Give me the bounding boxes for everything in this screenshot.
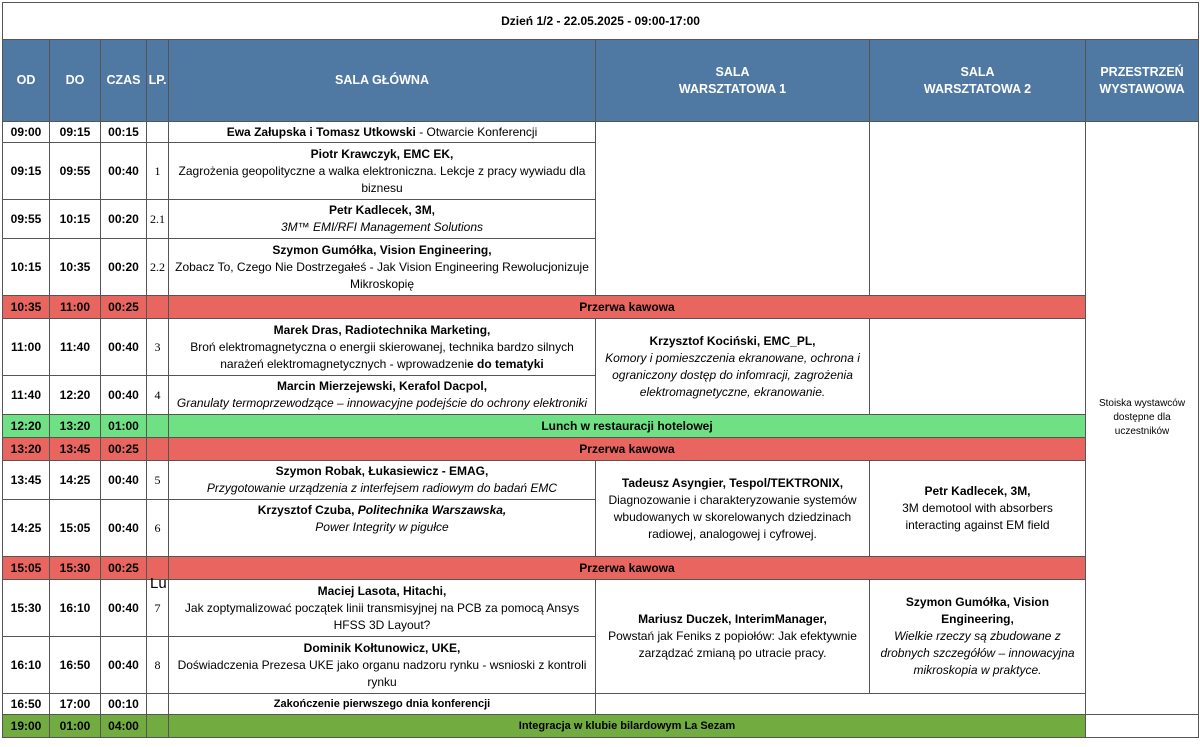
- speaker: Petr Kadlecek, 3M,: [328, 203, 436, 217]
- end-time: 01:00: [50, 715, 101, 738]
- table-row: [3, 319, 1199, 376]
- speaker: Szymon Robak, Łukasiewicz - EMAG,: [275, 464, 489, 478]
- duration: 00:40: [101, 500, 147, 557]
- workshop-1-session: [596, 319, 870, 415]
- table-row: [3, 694, 1199, 715]
- break-label: Przerwa kawowa: [169, 438, 1086, 461]
- session-cell: [169, 461, 596, 500]
- session-topic: Zagrożenia geopolityczne a walka elektroniczna. Lekcje z pracy wywiadu dla biznesu: [178, 163, 586, 195]
- start-time: 10:15: [3, 239, 50, 296]
- col-header-workshop-1: SALA WARSZTATOWA 1: [596, 40, 870, 122]
- duration: 00:40: [101, 637, 147, 694]
- end-time: 17:00: [50, 694, 101, 715]
- start-time: 09:55: [3, 200, 50, 239]
- evening-row: [3, 715, 1199, 738]
- closing-label: Zakończenie pierwszego dnia konferencji: [169, 694, 596, 715]
- lp-number: [147, 694, 169, 715]
- session-cell: [169, 239, 596, 296]
- schedule-table: [2, 2, 1199, 738]
- col-header-do: DO: [50, 40, 101, 122]
- lunch-row: [3, 415, 1199, 438]
- session-cell: [169, 122, 596, 143]
- duration: 00:10: [101, 694, 147, 715]
- lp-number: 4: [147, 376, 169, 415]
- session-cell: [169, 376, 596, 415]
- duration: 00:40: [101, 376, 147, 415]
- duration: 00:25: [101, 296, 147, 319]
- speaker: Petr Kadlecek, 3M,: [924, 484, 1031, 498]
- lp-number: [147, 438, 169, 461]
- session-topic: Doświadczenia Prezesa UKE jako organu nadzoru rynku - wsnioski z kontroli rynku: [177, 657, 587, 689]
- break-label: Przerwa kawowa: [169, 296, 1086, 319]
- start-time: 10:35: [3, 296, 50, 319]
- session-cell: [169, 637, 596, 694]
- session-topic: Komory i pomieszczenia ekranowane, ochrona i ograniczony dostęp do infomracji, zagrożenia elektromagnetyczne, ekranowanie.: [605, 350, 860, 399]
- col-header-lp: LP.: [147, 40, 169, 122]
- table-row: [3, 461, 1199, 500]
- col-header-main-hall: SALA GŁÓWNA: [169, 40, 596, 122]
- end-time: 09:55: [50, 143, 101, 200]
- workshop-2-empty: [870, 319, 1086, 415]
- session-topic: Jak zoptymalizować początek linii transmisyjnej na PCB za pomocą Ansys HFSS 3D Layout?: [184, 600, 580, 632]
- session-topic: 3M demotool with absorbers interacting against EM field: [902, 501, 1053, 532]
- page-title: Dzień 1/2 - 22.05.2025 - 09:00-17:00: [3, 3, 1199, 40]
- start-time: 14:25: [3, 500, 50, 557]
- lp-number: 2.1: [147, 200, 169, 239]
- speaker: Ewa Załupska i Tomasz Utkowski: [226, 124, 416, 139]
- session-topic: Power Integrity w pigułce: [315, 520, 449, 534]
- duration: 00:20: [101, 239, 147, 296]
- end-time: 15:30: [50, 557, 101, 580]
- duration: 01:00: [101, 415, 147, 438]
- session-cell: [169, 200, 596, 239]
- end-time: 09:15: [50, 122, 101, 143]
- end-time: 15:05: [50, 500, 101, 557]
- end-time: 11:40: [50, 319, 101, 376]
- col-header-od: OD: [3, 40, 50, 122]
- end-time: 10:35: [50, 239, 101, 296]
- workshop-2-empty: [870, 122, 1086, 296]
- session-topic: Wielkie rzeczy są zbudowane z drobnych szczegółów – innowacyjna mikroskopia w praktyce.: [880, 629, 1075, 677]
- session-topic: Broń elektromagnetyczna o energii skierowanej, technika bardzo silnych narażeń elektromagnetycznych - wprowadzenie do tematyki: [190, 339, 574, 371]
- end-time: 16:10: [50, 580, 101, 637]
- col-header-workshop-2: SALA WARSZTATOWA 2: [870, 40, 1086, 122]
- break-label: Przerwa kawowa: [169, 557, 1086, 580]
- session-topic: - Otwarcie Konferencji: [415, 124, 538, 139]
- end-time: 14:25: [50, 461, 101, 500]
- start-time: 12:20: [3, 415, 50, 438]
- col-header-exhibition: PRZESTRZEŃ WYSTAWOWA: [1086, 40, 1199, 122]
- break-row: [3, 438, 1199, 461]
- session-topic: Powstań jak Feniks z popiołów: Jak efektywnie zarządzać zmianą po utracie pracy.: [608, 629, 857, 660]
- start-time: 11:40: [3, 376, 50, 415]
- duration: 04:00: [101, 715, 147, 738]
- duration: 00:25: [101, 557, 147, 580]
- lp-number: 3: [147, 319, 169, 376]
- end-time: 10:15: [50, 200, 101, 239]
- speaker: Dominik Kołtunowicz, UKE,: [303, 640, 461, 655]
- duration: 00:20: [101, 200, 147, 239]
- start-time: 13:20: [3, 438, 50, 461]
- lunch-label: Lunch w restauracji hotelowej: [169, 415, 1086, 438]
- break-row: [3, 296, 1199, 319]
- lp-number: [147, 715, 169, 738]
- workshops-empty: [596, 694, 1086, 715]
- session-topic: 3M™ EMI/RFI Management Solutions: [280, 220, 484, 234]
- table-row: [3, 580, 1199, 637]
- speaker: Marcin Mierzejewski, Kerafol Dacpol,: [276, 379, 488, 393]
- start-time: 13:45: [3, 461, 50, 500]
- evening-label: Integracja w klubie bilardowym La Sezam: [169, 715, 1086, 738]
- text-fragment: Lu: [150, 575, 167, 592]
- speaker: Krzysztof Kociński, EMC_PL,: [649, 333, 816, 348]
- end-time: 12:20: [50, 376, 101, 415]
- duration: 00:15: [101, 122, 147, 143]
- lp-number: [147, 415, 169, 438]
- duration: 00:40: [101, 319, 147, 376]
- session-cell: [169, 319, 596, 376]
- workshop-2-session: [870, 461, 1086, 557]
- workshop-1-session: [596, 580, 870, 694]
- lp-number: Lu 7: [147, 580, 169, 637]
- speaker: Mariusz Duczek, InterimManager,: [638, 612, 827, 626]
- start-time: 11:00: [3, 319, 50, 376]
- speaker: Szymon Gumółka, Vision Engineering,: [905, 595, 1050, 626]
- session-cell: [169, 580, 596, 637]
- speaker: Piotr Krawczyk, EMC EK,: [310, 146, 454, 161]
- lp-number: [147, 122, 169, 143]
- speaker: Krzysztof Czuba, Politechnika Warszawska,: [257, 503, 507, 517]
- lp-number: 5: [147, 461, 169, 500]
- end-time: 13:45: [50, 438, 101, 461]
- session-cell: [169, 143, 596, 200]
- session-topic: Granulaty termoprzewodzące – innowacyjne podejście do ochrony elektroniki: [176, 396, 588, 410]
- duration: 00:25: [101, 438, 147, 461]
- speaker: Marek Dras, Radiotechnika Marketing,: [273, 322, 491, 337]
- workshop-1-session: [596, 461, 870, 557]
- session-cell: [169, 500, 596, 557]
- duration: 00:40: [101, 461, 147, 500]
- break-row: [3, 557, 1199, 580]
- start-time: 16:50: [3, 694, 50, 715]
- end-time: 16:50: [50, 637, 101, 694]
- table-row: [3, 122, 1199, 143]
- lp-number: 2.2: [147, 239, 169, 296]
- lp-number: 6: [147, 500, 169, 557]
- start-time: 15:30: [3, 580, 50, 637]
- session-topic: Diagnozowanie i charakteryzowanie systemów wbudowanych w skorelowanych dziedzinach radiowej, analogowej i cyfrowej.: [608, 492, 857, 541]
- session-topic: Zobacz To, Czego Nie Dostrzegałeś - Jak Vision Engineering Rewolucjonizuje Mikroskopię: [175, 259, 589, 291]
- workshop-1-empty: [596, 122, 870, 296]
- start-time: 15:05: [3, 557, 50, 580]
- start-time: 09:00: [3, 122, 50, 143]
- start-time: 09:15: [3, 143, 50, 200]
- speaker: Tadeusz Asyngier, Tespol/TEKTRONIX,: [621, 475, 844, 490]
- exhibition-empty: [1086, 715, 1199, 738]
- session-topic: Przygotowanie urządzenia z interfejsem radiowym do badań EMC: [206, 481, 558, 495]
- end-time: 13:20: [50, 415, 101, 438]
- lp-number: [147, 296, 169, 319]
- duration: 00:40: [101, 580, 147, 637]
- speaker: Szymon Gumółka, Vision Engineering,: [272, 242, 492, 257]
- lp-number: 8: [147, 637, 169, 694]
- lp-number: 1: [147, 143, 169, 200]
- start-time: 16:10: [3, 637, 50, 694]
- speaker: Maciej Lasota, Hitachi,: [317, 583, 447, 598]
- end-time: 11:00: [50, 296, 101, 319]
- col-header-czas: CZAS: [101, 40, 147, 122]
- exhibition-cell: Stoiska wystawców dostępne dla uczestników: [1086, 122, 1199, 715]
- workshop-2-session: [870, 580, 1086, 694]
- start-time: 19:00: [3, 715, 50, 738]
- duration: 00:40: [101, 143, 147, 200]
